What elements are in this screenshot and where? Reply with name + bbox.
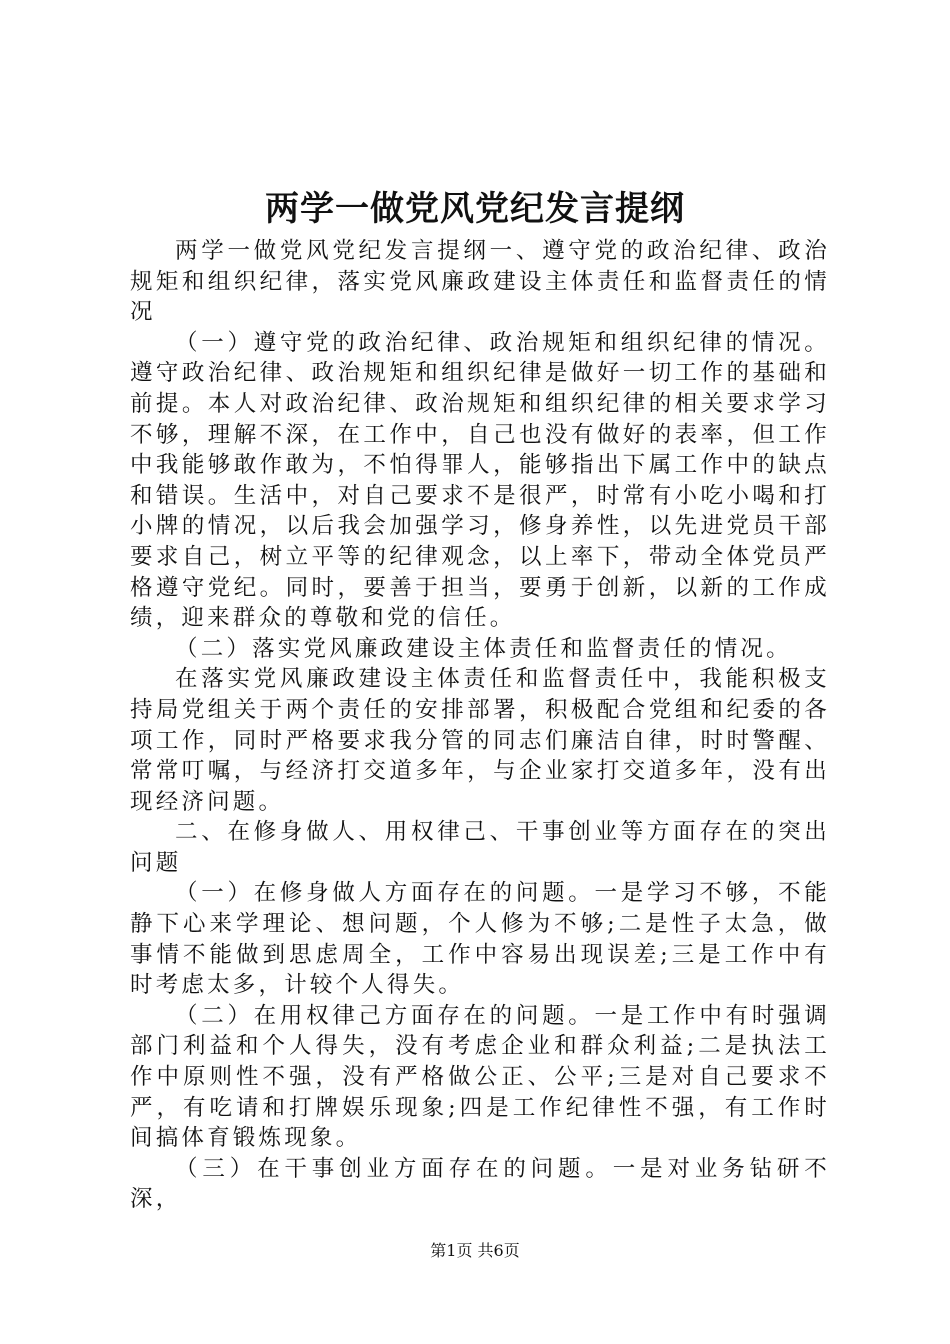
document-body [130,236,830,1215]
page-number: 第1页 共6页 [430,1241,520,1260]
document-title: 两学一做党风党纪发言提纲 [265,189,685,229]
paragraph: （三）在干事创业方面存在的问题。一是对业务钻研不深， [130,1155,830,1213]
paragraph: （一）遵守党的政治纪律、政治规矩和组织纪律的情况。遵守政治纪律、政治规矩和组织纪律是做好一切工作的基础和前提。本人对政治纪律、政治规矩和组织纪律的相关要求学习不够，理解不深，在工作中，自己也没有做好的表率，但工作中我能够敢作敢为，不怕得罪人，能够指出下属工作中的缺点和错误。生活中，对自己要求不是很严，时常有小吃小喝和打小牌的情况，以后我会加强学习，修身养性，以先进党员干部要求自己，树立平等的纪律观念，以上率下，带动全体党员严格遵守党纪。同时，要善于担当，要勇于创新，以新的工作成绩，迎来群众的尊敬和党的信任。 [130,329,830,632]
paragraph: 两学一做党风党纪发言提纲一、遵守党的政治纪律、政治规矩和组织纪律，落实党风廉政建设主体责任和监督责任的情况 [130,238,830,326]
paragraph: 在落实党风廉政建设主体责任和监督责任中，我能积极支持局党组关于两个责任的安排部署，积极配合党组和纪委的各项工作，同时严格要求我分管的同志们廉洁自律，时时警醒、常常叮嘱，与经济打交道多年，与企业家打交道多年，没有出现经济问题。 [130,666,830,815]
paragraph: （一）在修身做人方面存在的问题。一是学习不够，不能静下心来学理论、想问题，个人修为不够;二是性子太急，做事情不能做到思虑周全，工作中容易出现误差;三是工作中有时考虑太多，计较个人得失。 [130,880,830,999]
paragraph: （二）落实党风廉政建设主体责任和监督责任的情况。 [175,635,792,662]
paragraph: 二、在修身做人、用权律己、干事创业等方面存在的突出问题 [130,819,830,876]
paragraph: （二）在用权律己方面存在的问题。一是工作中有时强调部门利益和个人得失，没有考虑企业和群众利益;二是执法工作中原则性不强，没有严格做公正、公平;三是对自己要求不严，有吃请和打牌娱乐现象;四是工作纪律性不强，有工作时间搞体育锻炼现象。 [130,1002,830,1152]
